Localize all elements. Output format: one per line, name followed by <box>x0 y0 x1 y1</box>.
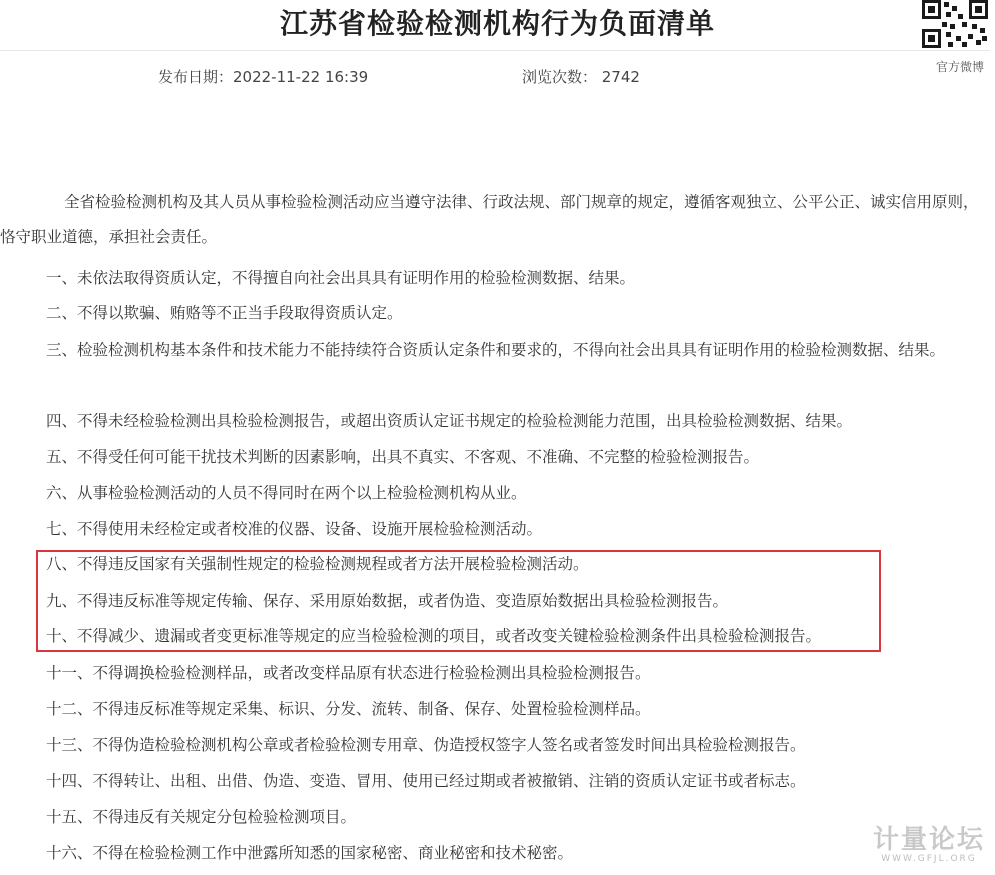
list-item: 九、不得违反标准等规定传输、保存、采用原始数据，或者伪造、变造原始数据出具检验检测报告。 <box>46 592 729 610</box>
list-item: 十四、不得转让、出租、出借、伪造、变造、冒用、使用已经过期或者被撤销、注销的资质认定证书或者标志。 <box>46 772 806 790</box>
weibo-label[interactable]: 官方微博 <box>936 60 985 74</box>
list-item: 五、不得受任何可能干扰技术判断的因素影响，出具不真实、不客观、不准确、不完整的检验检测报告。 <box>46 448 760 466</box>
list-item: 十三、不得伪造检验检测机构公章或者检验检测专用章、伪造授权签字人签名或者签发时间出具检验检测报告。 <box>46 736 806 754</box>
watermark-url: WWW.GFJL.ORG <box>881 854 977 864</box>
list-item: 四、不得未经检验检测出具检验检测报告，或超出资质认定证书规定的检验检测能力范围，出具检验检测数据、结果。 <box>46 412 853 430</box>
watermark-logo-text: 计量论坛 <box>872 825 985 855</box>
list-item: 十、不得减少、遗漏或者变更标准等规定的应当检验检测的项目，或者改变关键检验检测条件出具检验检测报告。 <box>46 627 822 645</box>
list-item: 十六、不得在检验检测工作中泄露所知悉的国家秘密、商业秘密和技术秘密。 <box>46 844 574 862</box>
qr-code-icon[interactable] <box>922 0 988 48</box>
list-item: 一、未依法取得资质认定，不得擅自向社会出具具有证明作用的检验检测数据、结果。 <box>46 269 636 287</box>
forum-watermark <box>868 826 990 864</box>
list-item: 十一、不得调换检验检测样品，或者改变样品原有状态进行检验检测出具检验检测报告。 <box>46 664 651 682</box>
page-title: 江苏省检验检测机构行为负面清单 <box>279 7 715 40</box>
header-divider <box>0 50 990 51</box>
list-item: 三、检验检测机构基本条件和技术能力不能持续符合资质认定条件和要求的，不得向社会出具具有证明作用的检验检测数据、结果。 <box>46 341 946 359</box>
list-item: 二、不得以欺骗、贿赂等不正当手段取得资质认定。 <box>46 304 403 322</box>
list-item: 七、不得使用未经检定或者校准的仪器、设备、设施开展检验检测活动。 <box>46 520 543 538</box>
list-item: 六、从事检验检测活动的人员不得同时在两个以上检验检测机构从业。 <box>46 484 527 502</box>
view-count: 浏览次数： 2742 <box>522 68 640 86</box>
list-item: 十二、不得违反标准等规定采集、标识、分发、流转、制备、保存、处置检验检测样品。 <box>46 700 651 718</box>
list-item: 八、不得违反国家有关强制性规定的检验检测规程或者方法开展检验检测活动。 <box>46 555 589 573</box>
publish-date: 发布日期：2022-11-22 16:39 <box>158 68 369 86</box>
intro-paragraph: 全省检验检测机构及其人员从事检验检测活动应当遵守法律、行政法规、部门规章的规定，遵循客观独立、公平公正、诚实信用原则，恪守职业道德，承担社会责任。 <box>0 193 979 246</box>
list-item: 十五、不得违反有关规定分包检验检测项目。 <box>46 808 357 826</box>
